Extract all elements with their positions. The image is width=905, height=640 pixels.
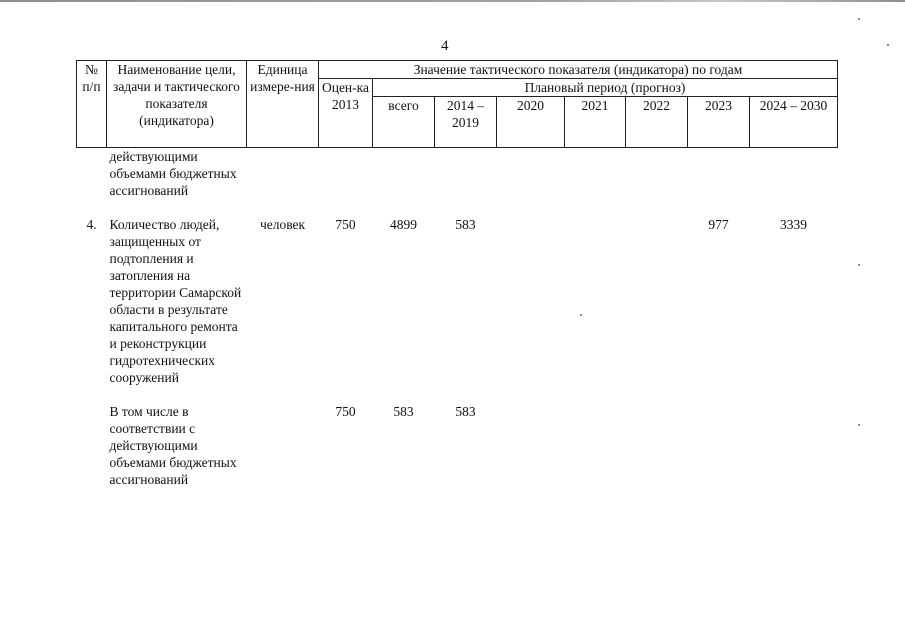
row-num: 4. <box>86 217 97 232</box>
row-2021 <box>565 216 626 386</box>
row-2014-2019: 583 <box>455 404 476 419</box>
row-2020 <box>497 148 565 200</box>
row-2023 <box>688 403 750 488</box>
header-row-1 <box>77 61 838 79</box>
header-col-2014-2019: 2014 – 2019 <box>435 97 497 148</box>
row-2014-2019: 583 <box>455 217 476 232</box>
page-number: 4 <box>441 38 449 54</box>
row-name: действующими объемами бюджетных ассигнований <box>109 149 237 198</box>
row-2014-2019 <box>435 148 497 200</box>
row-unit <box>247 148 319 200</box>
scan-speck <box>858 424 860 426</box>
scan-top-edge <box>0 0 905 2</box>
row-2024-2030 <box>750 148 838 200</box>
row-2022 <box>626 403 688 488</box>
header-unit: Единица измере-ния <box>247 61 319 148</box>
row-2022 <box>626 216 688 386</box>
scan-speck <box>858 18 860 20</box>
scan-speck <box>858 264 860 266</box>
header-col-2024-2030: 2024 – 2030 <box>750 97 838 148</box>
row-2022 <box>626 148 688 200</box>
row-estimate: 750 <box>335 217 356 232</box>
scan-speck <box>887 44 889 46</box>
row-name: В том числе в соответствии с действующими объемами бюджетных ассигнований <box>109 404 237 487</box>
row-num <box>77 148 107 200</box>
header-col-2022: 2022 <box>626 97 688 148</box>
indicator-table <box>76 60 838 488</box>
row-unit: человек <box>259 217 306 232</box>
header-num: № п/п <box>77 61 107 148</box>
table-row <box>77 403 838 488</box>
header-planned-period: Плановый период (прогноз) <box>373 79 838 97</box>
row-spacer <box>77 386 838 403</box>
row-total: 4899 <box>390 217 417 232</box>
header-col-total: всего <box>373 97 435 148</box>
row-2024-2030: 3339 <box>780 217 807 232</box>
row-2021 <box>565 403 626 488</box>
row-2024-2030 <box>750 403 838 488</box>
row-estimate <box>319 148 373 200</box>
row-2020 <box>497 403 565 488</box>
row-total <box>373 148 435 200</box>
row-2023: 977 <box>708 217 729 232</box>
header-col-2020: 2020 <box>497 97 565 148</box>
table-row <box>77 148 838 200</box>
header-col-2021: 2021 <box>565 97 626 148</box>
row-2020 <box>497 216 565 386</box>
header-col-2023: 2023 <box>688 97 750 148</box>
table-row <box>77 216 838 386</box>
header-value-group: Значение тактического показателя (индикатора) по годам <box>319 61 838 79</box>
scan-speck <box>580 314 582 316</box>
header-estimate: Оцен-ка 2013 <box>319 79 373 148</box>
row-2023 <box>688 148 750 200</box>
row-unit <box>247 403 319 488</box>
row-2021 <box>565 148 626 200</box>
row-num <box>77 403 107 488</box>
header-name: Наименование цели, задачи и тактического показателя (индикатора) <box>107 61 247 148</box>
row-estimate: 750 <box>335 404 356 419</box>
row-name: Количество людей, защищенных от подтопления и затопления на территории Самарской области в результате капитального ремонта и реконструкции гидротехнических сооружений <box>109 217 242 385</box>
row-spacer <box>77 199 838 216</box>
row-total: 583 <box>393 404 414 419</box>
